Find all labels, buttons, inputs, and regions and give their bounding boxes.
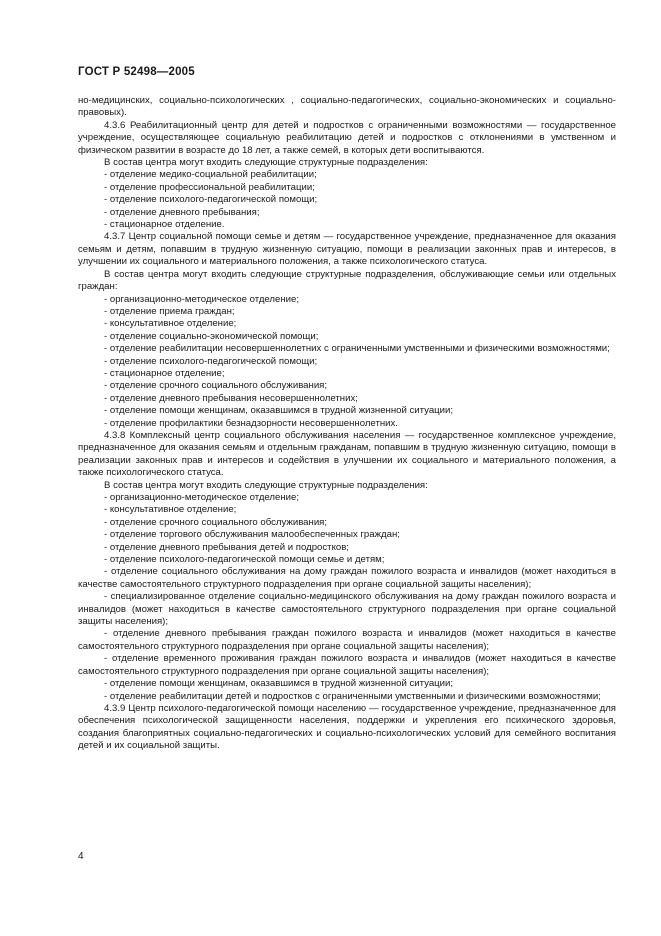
list-item: - отделение социально-экономической помощи; — [104, 330, 319, 342]
list-item: - отделение психолого-педагогической помощи; — [104, 194, 318, 206]
list-item: - отделение дневного пребывания несовершеннолетних; — [104, 392, 358, 404]
list-item: - отделение психолого-педагогической помощи; — [104, 355, 318, 367]
list-item: - отделение срочного социального обслуживания; — [104, 516, 328, 528]
paragraph: 4.3.9 Центр психолого-педагогической помощи населению — государственное учреждение, предназначенное для обеспечения психологической защищенности населения, поддержки и укрепления его психического здоровья, создания благоприятных социально-педагогических и социально-психологических условий для семейного воспитания детей и их социальной защиты. — [78, 702, 616, 752]
page-number: 4 — [78, 851, 84, 862]
list-item: - стационарное отделение. — [104, 219, 225, 231]
paragraph: В состав центра могут входить следующие структурные подразделения: — [104, 479, 428, 491]
list-item: - отделение помощи женщинам, оказавшимся в трудной жизненной ситуации; — [104, 405, 454, 417]
list-item: - организационно-методическое отделение; — [104, 293, 300, 305]
paragraph: В состав центра могут входить следующие структурные подразделения, обслуживающие семьи или отдельных граждан: — [78, 268, 616, 293]
list-item: - отделение социального обслуживания на дому граждан пожилого возраста и инвалидов (может находиться в качестве самостоятельного структурного подразделения при органе социальной защиты населения); — [78, 566, 616, 590]
list-item: - отделение помощи женщинам, оказавшимся в трудной жизненной ситуации; — [104, 678, 454, 690]
paragraph: но-медицинских, социально-психологических , социально-педагогических, социально-экономических и социально-правовых). — [78, 95, 616, 119]
list-item: - отделение медико-социальной реабилитации; — [104, 169, 317, 181]
list-item: - организационно-методическое отделение; — [104, 492, 300, 503]
list-item: - отделение дневного пребывания граждан пожилого возраста и инвалидов (может находиться в качестве самостоятельного структурного подразделения при органе социальной защиты населения); — [78, 628, 616, 652]
document-header: ГОСТ Р 52498—2005 — [78, 66, 195, 78]
document-body — [78, 95, 616, 753]
list-item: - отделение реабилитации детей и подростков с ограниченными умственными и физическими возможностями; — [104, 690, 601, 702]
list-item: - отделение срочного социального обслуживания; — [104, 380, 328, 392]
list-item: - отделение психолого-педагогической помощи семье и детям; — [104, 554, 385, 566]
paragraph: В состав центра могут входить следующие структурные подразделения: — [104, 157, 428, 169]
list-item: - отделение временного проживания граждан пожилого возраста и инвалидов (может находиться в качестве самостоятельного структурного подразделения при органе социальной защиты населения); — [78, 653, 616, 677]
list-item: - консультативное отделение; — [104, 318, 237, 330]
list-item: - стационарное отделение; — [104, 367, 225, 379]
list-item: - отделение приема граждан; — [104, 305, 235, 317]
list-item: - специализированное отделение социально-медицинского обслуживания на дому граждан пожилого возраста и инвалидов (может находиться в качестве самостоятельного структурного подразделения при органе социальной защиты населения); — [78, 591, 616, 628]
list-item: - отделение дневного пребывания детей и подростков; — [104, 541, 349, 553]
paragraph: 4.3.8 Комплексный центр социального обслуживания населения — государственное комплексное учреждение, предназначенное для оказания семьям и отдельным гражданам, попавшим в трудную жизненную ситуацию, помощи в реализации законных прав и интересов и содействия в улучшении их социального и материального положения, а также психологического статуса. — [78, 429, 616, 479]
list-item: - отделение профилактики безнадзорности несовершеннолетних. — [104, 417, 398, 429]
list-item: - отделение профессиональной реабилитации; — [104, 181, 315, 193]
list-item: - отделение торгового обслуживания малообеспеченных граждан; — [104, 529, 400, 541]
list-item: - консультативное отделение; — [104, 504, 237, 516]
list-item: - отделение реабилитации несовершеннолетних с ограниченными умственными и физическими возможностями; — [104, 343, 610, 355]
paragraph: 4.3.7 Центр социальной помощи семье и детям — государственное учреждение, предназначенное для оказания семьям и детям, попавшим в трудную жизненную ситуацию, помощи в реализации законных прав и интересов, в улучшении их социального и материального положения, а также психологического статуса. — [78, 231, 616, 268]
list-item: - отделение дневного пребывания; — [104, 206, 260, 218]
paragraph: 4.3.6 Реабилитационный центр для детей и подростков с ограниченными возможностями — государственное учреждение, осуществляющее социальную реабилитацию детей и подростков с отклонениями в умственном и физическом развитии в возрасте до 18 лет, а также семей, в которых дети воспитываются. — [78, 119, 616, 156]
